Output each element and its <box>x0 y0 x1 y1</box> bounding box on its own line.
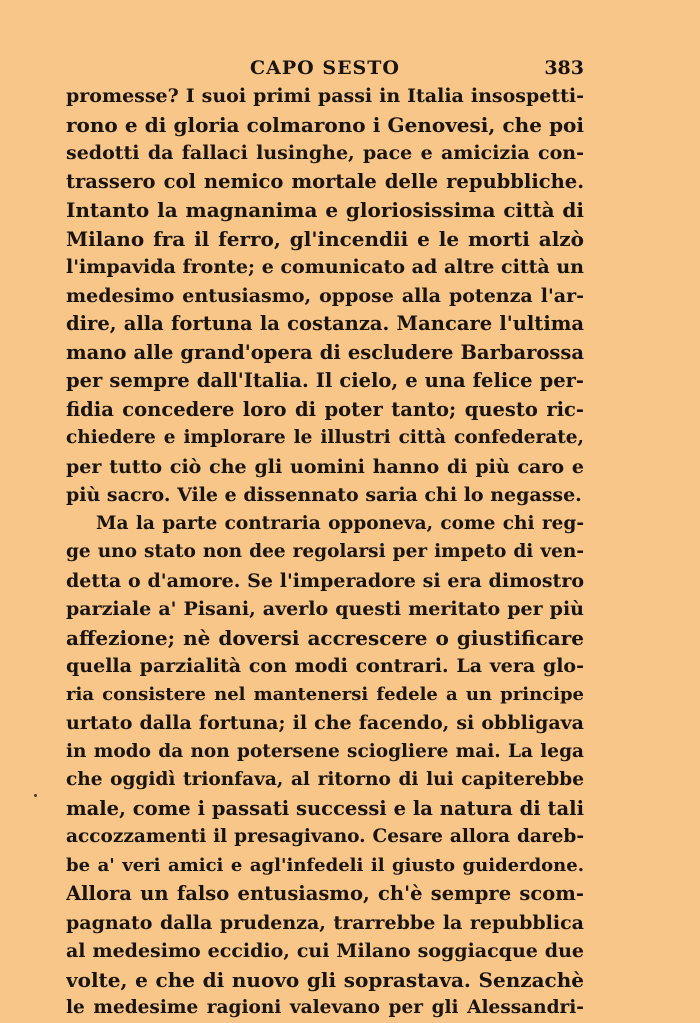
text-line: che oggidì trionfava, al ritorno di lui capiterebbe <box>66 769 584 790</box>
text-line: affezione; nè doversi accrescere o giustificare <box>66 625 584 650</box>
running-head <box>66 54 584 82</box>
text-line: al medesimo eccidio, cui Milano soggiacque due <box>66 940 584 962</box>
paragraph-start-line: Ma la parte contraria opponeva, come chi reg- <box>96 512 584 534</box>
text-line: promesse? I suoi primi passi in Italia insospetti- <box>66 85 584 107</box>
text-line: urtato dalla fortuna; il che facendo, si obbligava <box>66 712 584 734</box>
text-line: chiedere e implorare le illustri città confederate, <box>66 427 584 448</box>
text-line: per sempre dall'Italia. Il cielo, e una felice per- <box>66 369 584 392</box>
text-line: be a' veri amici e agl'infedeli il giusto guiderdone. <box>66 854 584 876</box>
text-line: detta o d'amore. Se l'imperadore si era dimostro <box>66 569 584 592</box>
chapter-title: CAPO SESTO <box>250 57 400 79</box>
text-line: mano alle grand'opera di escludere Barbarossa <box>66 340 584 364</box>
text-line: male, come i passati successi e la natura di tali <box>66 796 584 820</box>
text-line: dire, alla fortuna la costanza. Mancare l'ultima <box>66 312 584 335</box>
text-line: le medesime ragioni valevano per gli Alessandri- <box>66 997 584 1018</box>
text-line: rono e di gloria colmarono i Genovesi, che poi <box>66 112 584 137</box>
text-line: fidia concedere loro di poter tanto; questo ric- <box>66 397 584 421</box>
text-line: Allora un falso entusiasmo, ch'è sempre scom- <box>66 882 584 905</box>
text-line: l'impavida fronte; e comunicato ad altre città un <box>66 256 584 278</box>
text-line: ge uno stato non dee regolarsi per impeto di ven- <box>66 541 584 562</box>
text-line: pagnato dalla prudenza, trarrebbe la repubblica <box>66 911 584 934</box>
text-line: ria consistere nel mantenersi fedele a un principe <box>66 683 584 705</box>
text-line: Intanto la magnanima e gloriosissima città di <box>66 198 584 222</box>
text-line: accozzamenti il presagivano. Cesare allora dareb- <box>66 826 584 847</box>
text-line: medesimo entusiasmo, oppose alla potenza l'ar- <box>66 284 584 307</box>
text-line: volte, e che di nuovo gli soprastava. Senzachè <box>66 967 584 992</box>
text-line: per tutto ciò che gli uomini hanno di più caro e <box>66 455 584 478</box>
text-line: quella parzialità con modi contrari. La vera glo- <box>66 655 584 677</box>
text-line: sedotti da fallaci lusinghe, pace e amicizia con- <box>66 142 584 164</box>
margin-speck <box>34 794 37 797</box>
text-line: in modo da non potersene sciogliere mai. La lega <box>66 740 584 762</box>
text-line: Milano fra il ferro, gl'incendii e le morti alzò <box>66 226 584 251</box>
page-number: 383 <box>544 57 584 79</box>
body-text <box>66 82 584 1023</box>
paragraph-end-line: più sacro. Vile e dissennato saria chi lo negasse. <box>66 484 582 506</box>
text-line: trassero col nemico mortale delle repubbliche. <box>66 169 584 193</box>
text-line: parziale a' Pisani, averlo questi meritato per più <box>66 598 584 620</box>
